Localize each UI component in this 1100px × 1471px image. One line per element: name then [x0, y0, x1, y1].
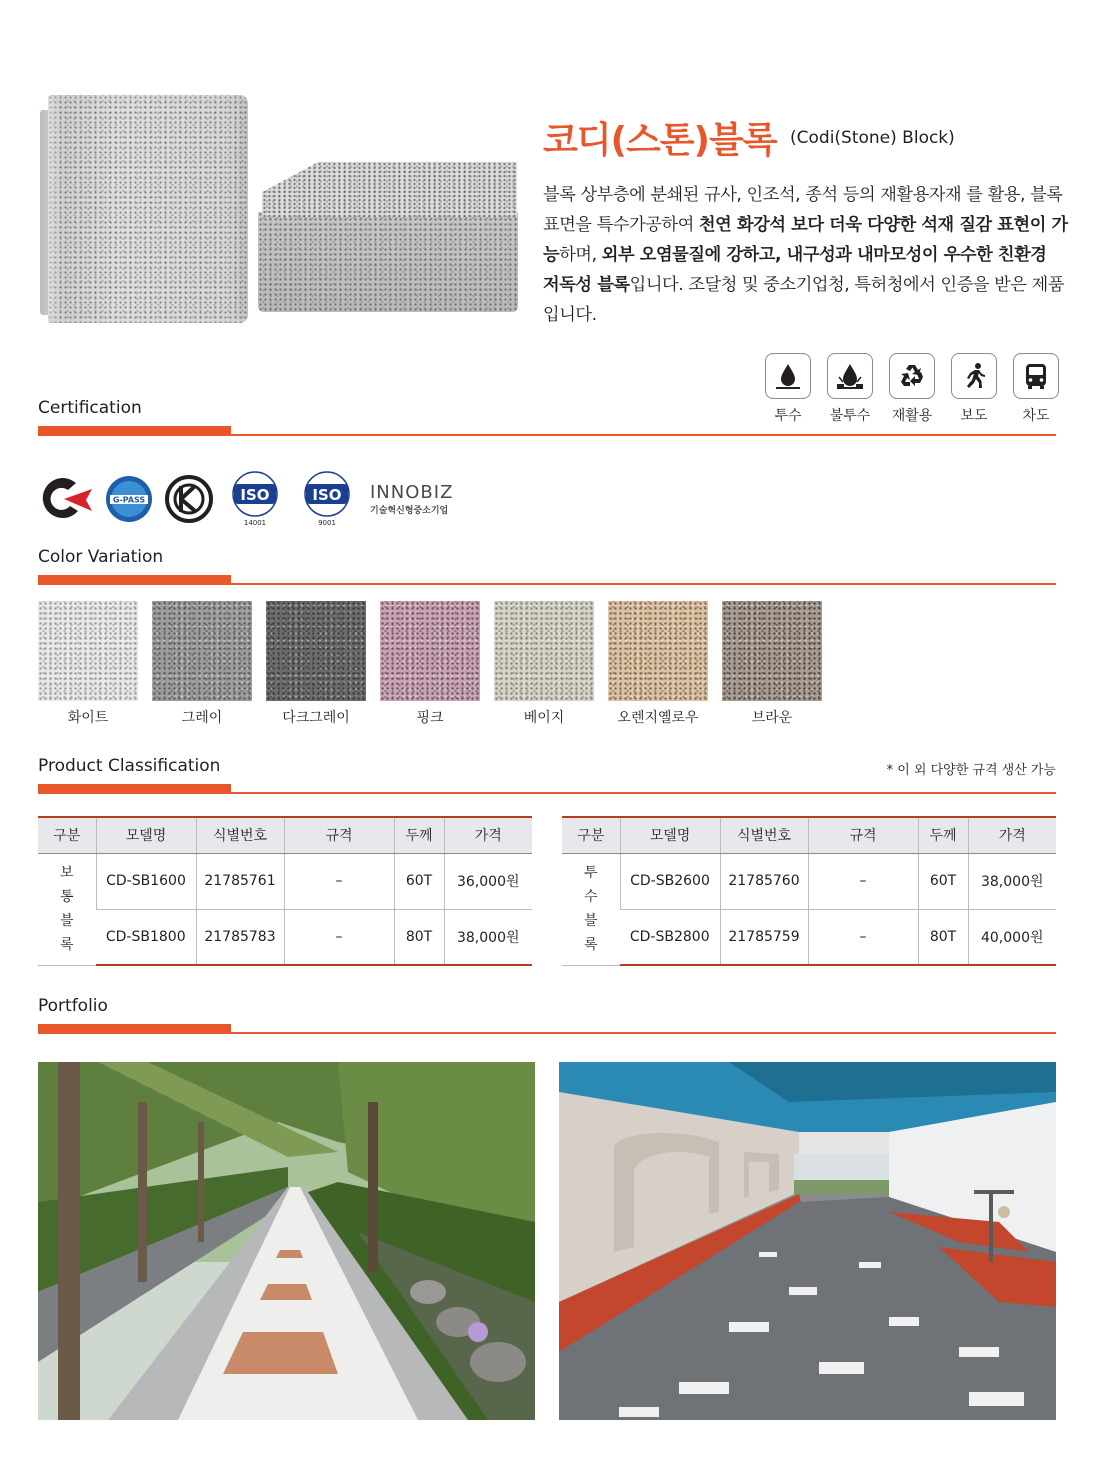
- feature-label: 차도: [1022, 408, 1050, 424]
- classification-table-standard: [38, 816, 532, 966]
- recycle-icon: [889, 353, 935, 399]
- color-swatch: [608, 601, 708, 727]
- col-header: 두께: [394, 817, 444, 853]
- category-cell: [38, 853, 96, 965]
- table-row: [562, 853, 1056, 909]
- desc-part: 입니다. 조달청 및 중소기업청, 특허청에서 인증을 받은 제품입니다.: [543, 275, 1065, 325]
- color-name: 다크그레이: [282, 710, 350, 726]
- spec-cell: –: [284, 909, 394, 965]
- thickness-cell: 80T: [918, 909, 968, 965]
- feature-permeable: [764, 353, 812, 425]
- thickness-cell: 80T: [394, 909, 444, 965]
- price-cell: 36,000원: [444, 853, 532, 909]
- model-cell: CD-SB2800: [620, 909, 720, 965]
- category-char: 수: [583, 889, 598, 905]
- gpass-text: G-PASS: [112, 495, 146, 505]
- product-title-en: (Codi(Stone) Block): [790, 128, 955, 148]
- col-header: 규격: [284, 817, 394, 853]
- spec-cell: –: [284, 853, 394, 909]
- product-title: 코디(스톤)블록: [543, 120, 777, 161]
- feature-recycle: [888, 353, 936, 425]
- iso-number: 14001: [243, 519, 267, 527]
- spec-cell: –: [808, 853, 918, 909]
- category-cell: [562, 853, 620, 965]
- desc-part-bold: 천연 화강석 보다 더욱 다양한 석재 질감 표현이 가능: [543, 215, 1068, 265]
- thickness-cell: 60T: [918, 853, 968, 909]
- thickness-cell: 60T: [394, 853, 444, 909]
- desc-part: 블록 상부층에 분쇄된 규사, 인조석, 종석 등의 재활용자재 를 활용, 블록 표면을 특수가공하여: [543, 185, 1063, 235]
- feature-icons: [764, 353, 1060, 425]
- feature-sidewalk: [950, 353, 998, 425]
- desc-part: 하며,: [559, 245, 602, 265]
- id-cell: 21785783: [196, 909, 284, 965]
- color-chip: [266, 601, 366, 701]
- col-header: 규격: [808, 817, 918, 853]
- product-image-upright: [48, 95, 248, 323]
- section-title-certification: Certification: [38, 398, 142, 418]
- color-name: 브라운: [751, 710, 793, 726]
- table-row: [38, 853, 532, 909]
- color-chip: [152, 601, 252, 701]
- table-row: [562, 909, 1056, 965]
- col-header: 구분: [562, 817, 620, 853]
- col-header: 가격: [968, 817, 1056, 853]
- water-blocked-icon: [827, 353, 873, 399]
- id-cell: 21785759: [720, 909, 808, 965]
- color-swatch: [266, 601, 366, 727]
- product-image-flat-top: [262, 162, 517, 217]
- category-char: 록: [59, 937, 74, 953]
- section-accent-bar: [38, 426, 231, 435]
- model-cell: CD-SB1800: [96, 909, 196, 965]
- classification-table-permeable: [562, 816, 1056, 966]
- col-header: 모델명: [96, 817, 196, 853]
- feature-label: 보도: [960, 408, 988, 424]
- color-chip: [494, 601, 594, 701]
- certification-logos: [38, 470, 453, 528]
- feature-impermeable: [826, 353, 874, 425]
- feature-label: 투수: [774, 408, 802, 424]
- portfolio-photo-underpass: [559, 1062, 1056, 1420]
- innobiz-subtext: 기술혁신형중소기업: [370, 506, 449, 516]
- section-accent-bar: [38, 575, 231, 584]
- color-swatch: [494, 601, 594, 727]
- color-chip: [380, 601, 480, 701]
- col-header: 모델명: [620, 817, 720, 853]
- color-name: 오렌지옐로우: [617, 710, 699, 726]
- desc-part-bold: 외부 오염물질에 강하고, 내구성과 내마모성이 우수한 친환경 저독성 블록: [543, 245, 1047, 295]
- color-name: 화이트: [67, 710, 109, 726]
- feature-label: 재활용: [891, 408, 933, 424]
- classification-note: * 이 외 다양한 규격 생산 가능: [886, 763, 1056, 778]
- id-cell: 21785761: [196, 853, 284, 909]
- color-swatch: [722, 601, 822, 727]
- portfolio-photo-sidewalk: [38, 1062, 535, 1420]
- product-image-flat-side: [258, 212, 518, 312]
- bus-icon: [1013, 353, 1059, 399]
- category-char: 투: [583, 865, 598, 881]
- col-header: 가격: [444, 817, 532, 853]
- price-cell: 38,000원: [968, 853, 1056, 909]
- color-name: 그레이: [181, 710, 223, 726]
- color-swatches: [38, 601, 822, 727]
- section-title-portfolio: Portfolio: [38, 996, 108, 1016]
- iso-number: 9001: [318, 519, 336, 527]
- color-swatch: [38, 601, 138, 727]
- gpass-logo: [104, 474, 154, 524]
- section-title-color-variation: Color Variation: [38, 547, 164, 567]
- col-header: 식별번호: [720, 817, 808, 853]
- pedestrian-icon: [951, 353, 997, 399]
- table-header-row: [38, 817, 532, 853]
- table-row: [38, 909, 532, 965]
- color-name: 핑크: [416, 710, 444, 726]
- product-description: [543, 180, 1068, 330]
- color-name: 베이지: [523, 710, 565, 726]
- color-swatch: [152, 601, 252, 727]
- spec-cell: –: [808, 909, 918, 965]
- category-char: 통: [59, 889, 74, 905]
- section-title-product-classification: Product Classification: [38, 756, 221, 776]
- innobiz-text: INNOBIZ: [370, 482, 454, 503]
- kc-mark-logo: [164, 474, 214, 524]
- color-chip: [38, 601, 138, 701]
- color-swatch: [380, 601, 480, 727]
- model-cell: CD-SB2600: [620, 853, 720, 909]
- color-chip: [608, 601, 708, 701]
- table-header-row: [562, 817, 1056, 853]
- iso-text: ISO: [312, 486, 342, 504]
- col-header: 구분: [38, 817, 96, 853]
- quality-mark-logo: [38, 473, 94, 525]
- category-char: 보: [59, 865, 74, 881]
- category-char: 블: [583, 913, 598, 929]
- color-chip: [722, 601, 822, 701]
- category-char: 블: [59, 913, 74, 929]
- col-header: 식별번호: [196, 817, 284, 853]
- id-cell: 21785760: [720, 853, 808, 909]
- iso-text: ISO: [240, 486, 270, 504]
- iso-14001-logo: [224, 470, 286, 528]
- iso-9001-logo: [296, 470, 358, 528]
- feature-roadway: [1012, 353, 1060, 425]
- price-cell: 40,000원: [968, 909, 1056, 965]
- section-accent-bar: [38, 1024, 231, 1033]
- category-char: 록: [583, 937, 598, 953]
- innobiz-logo: [370, 482, 453, 516]
- price-cell: 38,000원: [444, 909, 532, 965]
- feature-label: 불투수: [829, 408, 871, 424]
- section-accent-bar: [38, 784, 231, 793]
- water-drop-icon: [765, 353, 811, 399]
- model-cell: CD-SB1600: [96, 853, 196, 909]
- col-header: 두께: [918, 817, 968, 853]
